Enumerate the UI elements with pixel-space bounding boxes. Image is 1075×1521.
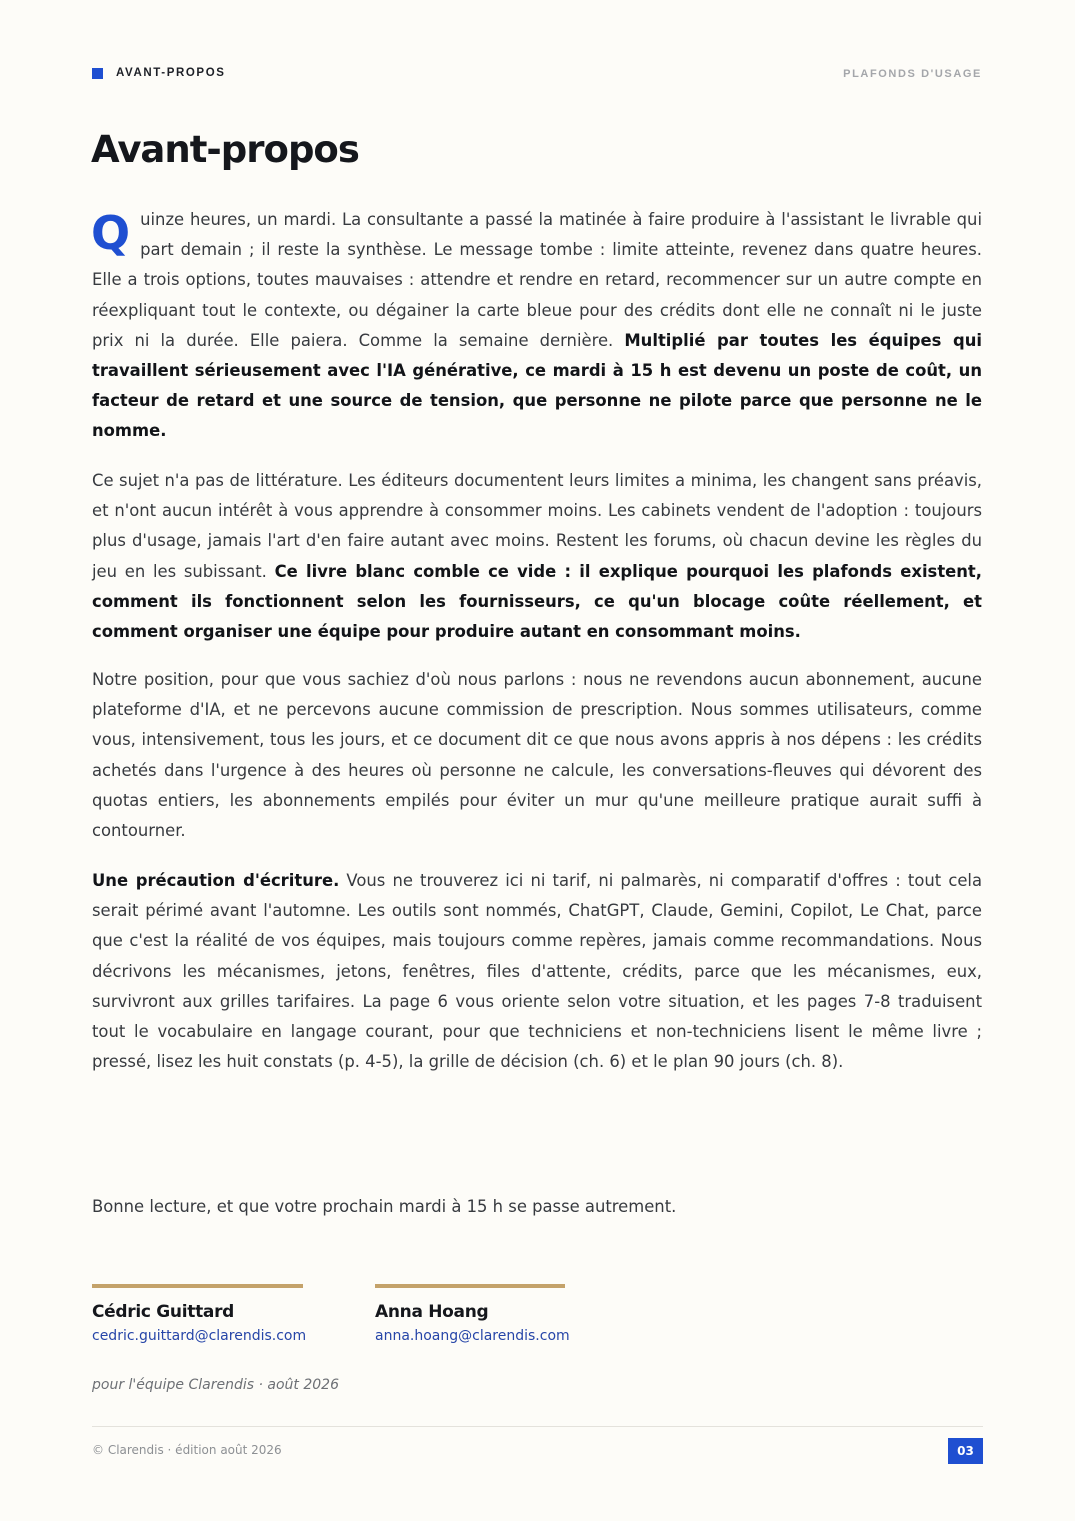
section-label: AVANT-PROPOS (116, 67, 226, 79)
signature-email[interactable]: anna.hoang@clarendis.com (375, 1328, 570, 1344)
paragraph-intro (92, 205, 982, 447)
running-header-section (92, 67, 226, 79)
paragraph-precaution-text: Vous ne trouverez ici ni tarif, ni palmarès, ni comparatif d'offres : tout cela serait périmé avant l'automne. Les outils sont nommés, ChatGPT, Claude, Gemini, Copilot, Le Chat, parce que c'est la réalité de vos équipes, mais toujours comme repères, jamais comme recommandations. Nous décrivons les mécanismes, jetons, fenêtres, files d'attente, crédits, parce que les mécanismes, eux, survivront aux grilles tarifaires. La page 6 vous oriente selon votre situation, et les pages 7-8 traduisent tout le vocabulaire en langage courant, pour que techniciens et non-techniciens lisent le même livre ; pressé, lisez les huit constats (p. 4-5), la grille de décision (ch. 6) et le plan 90 jours (ch. 8). (92, 871, 983, 1072)
paragraph-precaution (92, 866, 982, 1077)
closing-line: Bonne lecture, et que votre prochain mardi à 15 h se passe autrement. (92, 1197, 677, 1216)
footer-divider (92, 1426, 983, 1427)
document-label: PLAFONDS D'USAGE (843, 68, 982, 80)
paragraph-precaution-bold: Une précaution d'écriture. (92, 871, 340, 890)
paragraph-literature (92, 466, 982, 647)
paragraph-position (92, 665, 982, 846)
paragraph-position-text: Notre position, pour que vous sachiez d'où nous parlons : nous ne revendons aucun abonnement, aucune plateforme d'IA, et ne percevons aucune commission de prescription. Nous sommes utilisateurs, comme vous, intensivement, tous les jours, et ce document dit ce que nous avons appris à nos dépens : les crédits achetés dans l'urgence à des heures où personne ne calcule, les conversations-fleuves qui dévorent des quotas entiers, les abonnements empilés pour éviter un mur qu'une meilleure pratique aurait suffi à contourner. (92, 670, 982, 841)
paragraph-intro-bold: Multiplié par toutes les équipes qui travaillent sérieusement avec l'IA générative, ce mardi à 15 h est devenu un poste de coût, un facteur de retard et une source de tension, que personne ne pilote parce que personne ne le nomme. (92, 330, 982, 441)
signature-rule (92, 1284, 303, 1288)
signature-name: Anna Hoang (375, 1302, 489, 1322)
dropcap-letter: Q (91, 206, 131, 260)
team-line: pour l'équipe Clarendis · août 2026 (92, 1377, 339, 1393)
footer-copyright: © Clarendis · édition août 2026 (92, 1443, 282, 1457)
signature-block (92, 1284, 306, 1344)
section-marker-square (92, 68, 103, 79)
paragraph-literature-text: Ce sujet n'a pas de littérature. Les éditeurs documentent leurs limites a minima, les changent sans préavis, et n'ont aucun intérêt à vous apprendre à consommer moins. Les cabinets vendent de l'adoption : toujours plus d'usage, jamais l'art d'en faire autant avec moins. Restent les forums, où chacun devine les règles du jeu en les subissant. (92, 471, 982, 581)
page-number-badge: 03 (948, 1438, 983, 1464)
paragraph-intro-text: uinze heures, un mardi. La consultante a passé la matinée à faire produire à l'assistant le livrable qui part demain ; il reste la synthèse. Le message tombe : limite atteinte, revenez dans quatre heures. Elle a trois options, toutes mauvaises : attendre et rendre en retard, recommencer sur un autre compte en réexpliquant tout le contexte, ou dégainer la carte bleue pour des crédits dont elle ne connaît ni le juste prix ni la durée. Elle paiera. Comme la semaine dernière. (92, 210, 982, 350)
signature-name: Cédric Guittard (92, 1302, 235, 1322)
page-title: Avant-propos (91, 128, 359, 171)
paragraph-literature-bold: Ce livre blanc comble ce vide : il explique pourquoi les plafonds existent, comment ils fonctionnent selon les fournisseurs, ce qu'un blocage coûte réellement, et comment organiser une équipe pour produire autant en consommant moins. (92, 561, 982, 642)
signature-block (375, 1284, 570, 1344)
signature-rule (375, 1284, 565, 1288)
signature-email[interactable]: cedric.guittard@clarendis.com (92, 1328, 307, 1344)
